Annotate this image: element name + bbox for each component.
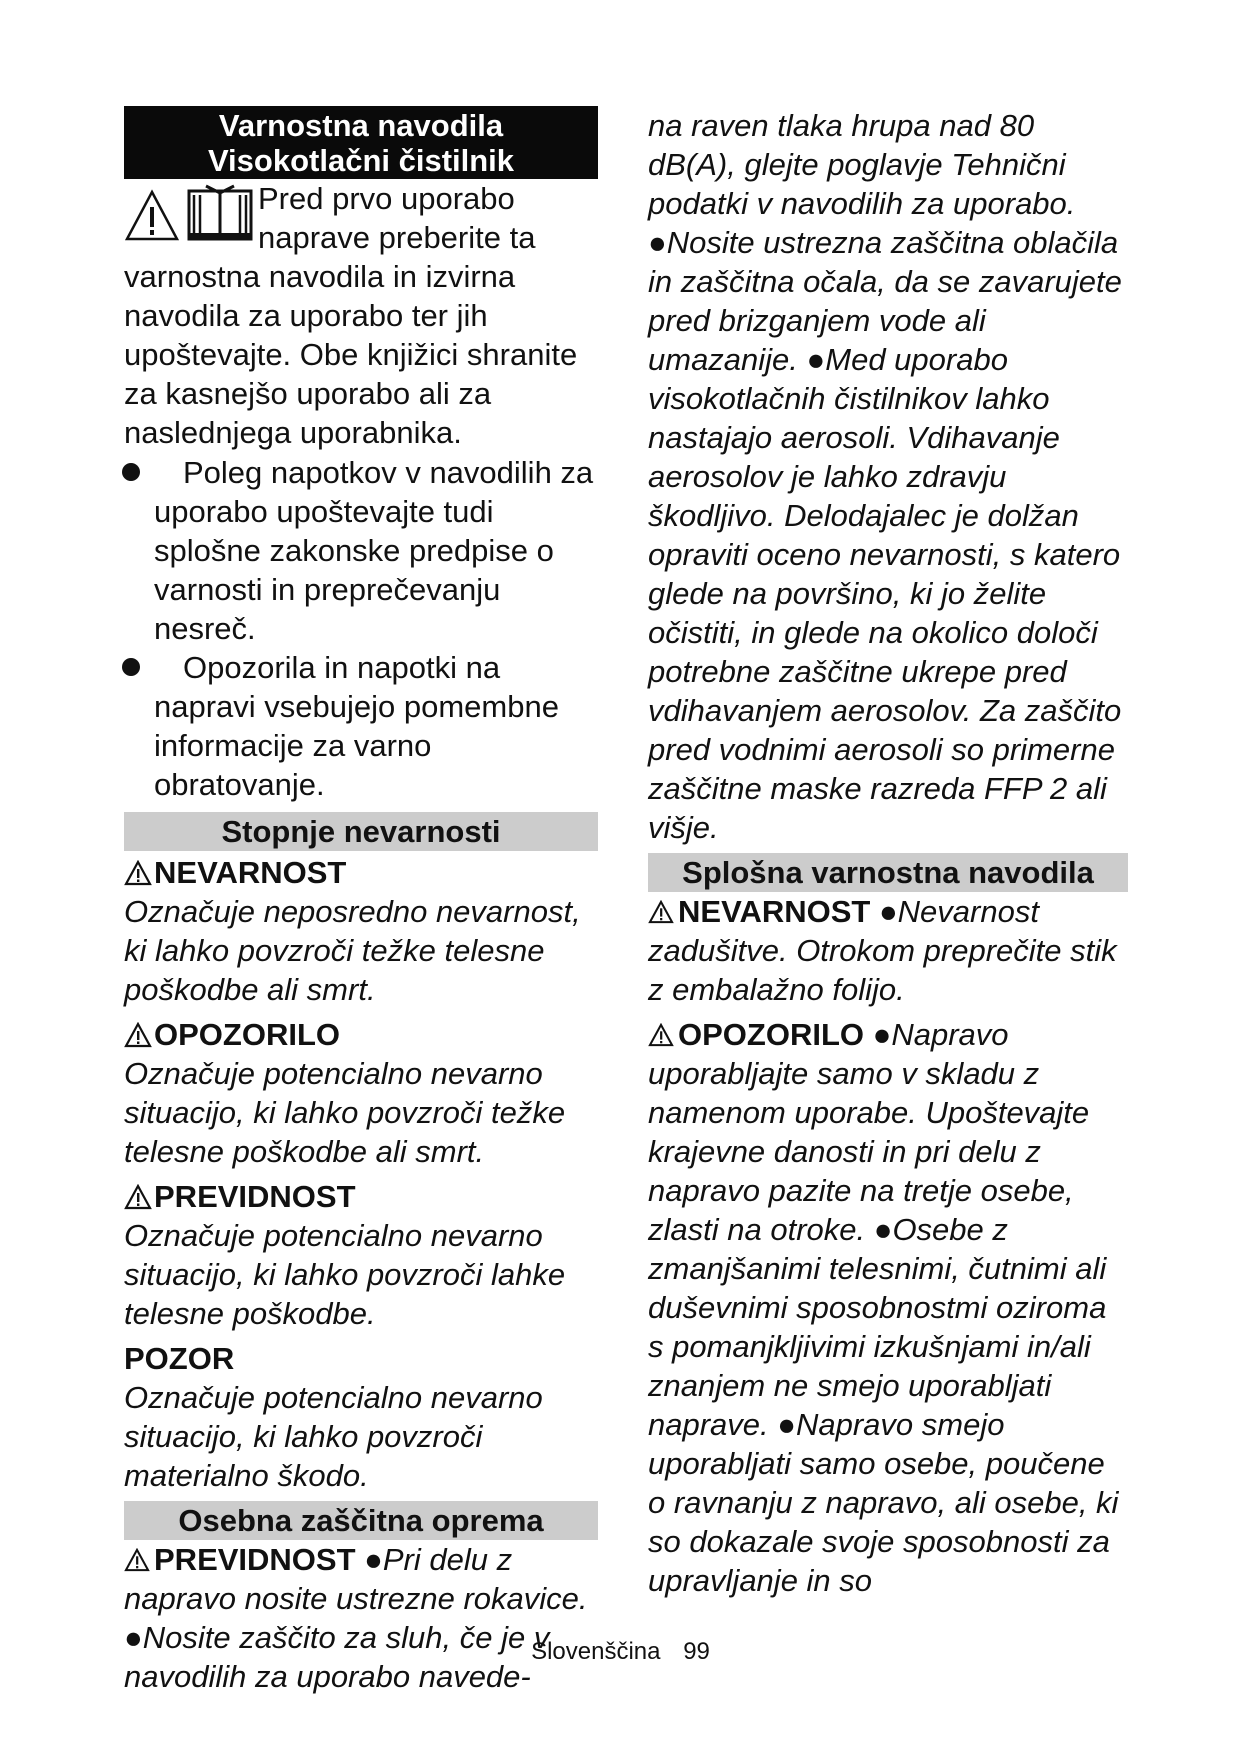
left-column [124, 106, 598, 1696]
hazard-desc: Označuje potencialno nevarno situacijo, ki lahko povzroči lahke telesne poškodbe. [124, 1218, 566, 1331]
section-header-ppe: Osebna zaščitna oprema [124, 1501, 598, 1540]
bullet-text: Poleg napotkov v navodilih za uporabo upoštevajte tudi splošne zakonske predpise o varnosti in preprečevanju nesreč. [154, 455, 594, 646]
general-danger-paragraph: NEVARNOST ●Nevarnost zadušitve. Otrokom preprečite stik z embalažno folijo. [648, 894, 1117, 1007]
warning-triangle-icon [124, 1548, 150, 1572]
hazard-title: POZOR [124, 1341, 235, 1376]
section-header-hazard-levels: Stopnje nevarnosti [124, 812, 598, 851]
list-item [124, 453, 598, 648]
hazard-level-warning [124, 1015, 598, 1171]
hazard-level-caution [124, 1177, 598, 1333]
general-warning-paragraph: OPOZORILO ●Napravo uporabljajte samo v skladu z namenom uporabe. Upoštevajte krajevne danosti in pri delu z napravo pazite na tretje osebe, zlasti na otroke. ●Osebe z zmanjšanimi telesnimi, čutnimi ali duševnimi sposobnostmi oziroma s pomanjkljivimi izkušnjami in/ali znanjem ne smejo uporabljati naprave. ●Napravo smejo uporabljati samo osebe, poučene o ravnanju z napravo, ali osebe, ki so dokazale svoje sposobnosti za upravljanje in so [648, 1017, 1119, 1598]
hazard-title: PREVIDNOST [154, 1179, 356, 1214]
hazard-title: OPOZORILO [154, 1017, 340, 1052]
page-footer [0, 1638, 1241, 1666]
ppe-paragraph: PREVIDNOST ●Pri delu z napravo nosite ustrezne rokavice. ●Nosite zaščito za sluh, če je v navodilih za uporabo navede- [124, 1542, 588, 1694]
warning-triangle-icon [124, 1022, 152, 1048]
hazard-title-row [124, 1177, 598, 1216]
list-item [124, 648, 598, 804]
warning-label: OPOZORILO [678, 1017, 864, 1052]
warning-triangle-icon [124, 860, 152, 886]
hazard-desc: Označuje potencialno nevarno situacijo, ki lahko povzroči težke telesne poškodbe ali smrt. [124, 1056, 566, 1169]
hazard-title-row [124, 853, 598, 892]
ppe-text: Pri delu z napravo nosite ustrezne rokavice. ●Nosite zaščito za sluh, če je v navodilih za uporabo navede- [124, 1542, 588, 1694]
ppe-label: PREVIDNOST [154, 1542, 356, 1577]
ppe-continuation: na raven tlaka hrupa nad 80 dB(A), glejte poglavje Tehnični podatki v navodilih za uporabo. ●Nosite ustrezna zaščitna oblačila in zaščitna očala, da se zavarujete pred brizganjem vode ali umazanije. ●Med uporabo visokotlačnih čistilnikov lahko nastajajo aerosoli. Vdihavanje aerosolov je lahko zdravju škodljivo. Delodajalec je dolžan opraviti oceno nevarnosti, s katero glede na površino, ki jo želite očistiti, in glede na okolico določi potrebne zaščitne ukrepe pred vdihavanjem aerosolov. Za zaščito pred vodnimi aerosoli so primerne zaščitne maske razreda FFP 2 ali višje. [648, 108, 1122, 845]
warning-text: Napravo uporabljajte samo v skladu z namenom uporabe. Upoštevajte krajevne danosti in pri delu z napravo pazite na tretje osebe, zlasti na otroke. ●Osebe z zmanjšanimi telesnimi, čutnimi ali duševnimi sposobnostmi oziroma s pomanjkljivimi izkušnjami in/ali znanjem ne smejo uporabljati naprave. ●Napravo smejo uporabljati samo osebe, poučene o ravnanju z napravo, ali osebe, ki so dokazale svoje sposobnosti za upravljanje in so [648, 1017, 1119, 1598]
hazard-title: NEVARNOST [154, 855, 347, 890]
page-title: Varnostna navodila [218, 108, 504, 143]
warning-triangle-icon [648, 1023, 674, 1047]
hazard-level-notice [124, 1339, 598, 1495]
bullet-text: Opozorila in napotki na napravi vsebujejo pomembne informacije za varno obratovanje. [154, 650, 559, 802]
danger-label: NEVARNOST [678, 894, 871, 929]
manual-book-icon [186, 183, 254, 243]
page-number: 99 [683, 1638, 710, 1665]
hazard-desc: Označuje potencialno nevarno situacijo, ki lahko povzroči materialno škodo. [124, 1380, 543, 1493]
warning-triangle-icon [124, 1184, 152, 1210]
bullet-icon [122, 658, 140, 676]
hazard-title-row [124, 1339, 598, 1378]
bullet-icon [122, 463, 140, 481]
intro-icons [124, 181, 258, 249]
warning-triangle-icon [124, 189, 180, 243]
warning-triangle-icon [648, 900, 674, 924]
page-subtitle: Visokotlačni čistilnik [207, 143, 515, 178]
hazard-desc: Označuje neposredno nevarnost, ki lahko povzroči težke telesne poškodbe ali smrt. [124, 894, 581, 1007]
intro-text: Pred prvo uporabo naprave preberite ta varnostna navodila in izvirna navodila za uporabo ter jih upoštevajte. Obe knjižici shranite za kasnejšo uporabo ali za naslednjega uporabnika. [124, 181, 578, 450]
right-column [648, 106, 1128, 1600]
section-header-safety [124, 106, 598, 179]
hazard-title-row [124, 1015, 598, 1054]
footer-language: Slovenščina [531, 1638, 661, 1665]
intro-block [124, 179, 598, 452]
section-header-general: Splošna varnostna navodila [648, 853, 1128, 892]
danger-text: Nevarnost zadušitve. Otrokom preprečite stik z embalažno folijo. [648, 894, 1117, 1007]
hazard-level-danger [124, 853, 598, 1009]
